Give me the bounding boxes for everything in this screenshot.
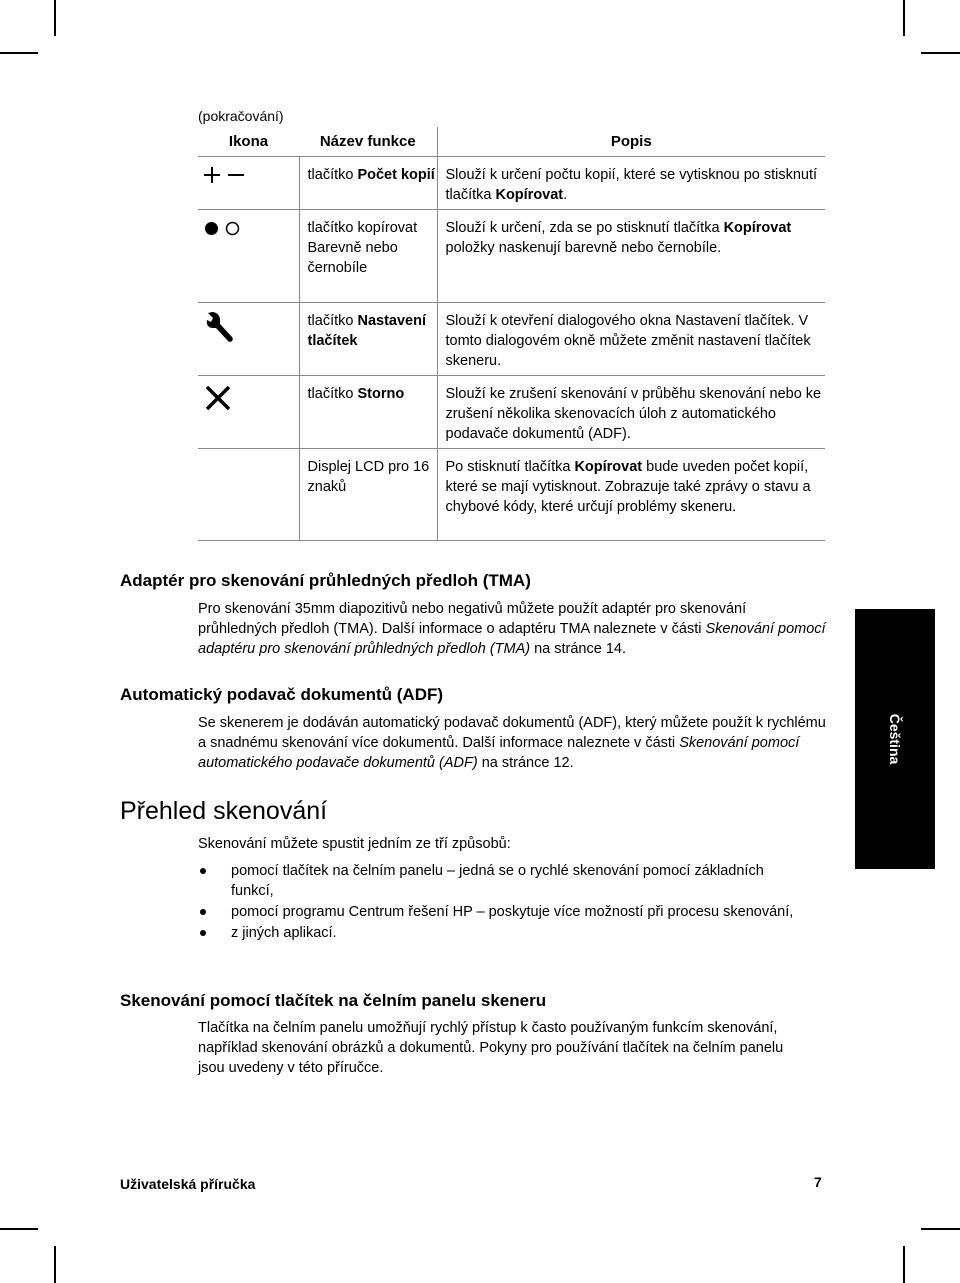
crop-mark — [921, 1228, 960, 1230]
adf-paragraph: Se skenerem je dodáván automatický podavač dokumentů (ADF), který můžete použít k rychlému a snadnému skenování více dokumentů. Další informace naleznete v části Skenování pomocí automatického podavače dokumentů (ADF) na stránce 12. — [198, 715, 826, 771]
plus-icon — [204, 167, 220, 183]
continued-label: (pokračování) — [198, 108, 284, 124]
function-name-cell: tlačítko Storno — [299, 376, 437, 449]
description-cell: Slouží k určení, zda se po stisknutí tlačítka Kopírovat položky naskenují barevně nebo černobíle. — [437, 210, 825, 303]
tma-heading: Adaptér pro skenování průhledných předloh (TMA) — [120, 571, 531, 590]
minus-icon — [228, 167, 244, 183]
function-name-cell: Displej LCD pro 16 znaků — [299, 449, 437, 541]
function-name-cell: tlačítko kopírovat Barevně nebo černobíle — [299, 210, 437, 303]
crop-mark — [903, 1246, 905, 1283]
color-dot-icon — [204, 221, 219, 236]
icon-cell — [198, 449, 299, 541]
crop-mark — [0, 1228, 38, 1230]
front-panel-paragraph: Tlačítka na čelním panelu umožňují rychlý přístup k často používaným funkcím skenování, například skenování obrázků a dokumentů. Pokyny pro používání tlačítek na čelním panelu jsou uvedeny v této příručce. — [198, 1020, 784, 1076]
list-item: pomocí programu Centrum řešení HP – poskytuje více možností při procesu skenování, — [198, 902, 798, 922]
description-cell: Slouží ke zrušení skenování v průběhu skenování nebo ke zrušení několika skenovacích úloh z automatického podavače dokumentů (ADF). — [437, 376, 825, 449]
footer-title: Uživatelská příručka — [120, 1176, 256, 1192]
language-tab: Čeština — [855, 609, 935, 869]
function-name-cell: tlačítko Počet kopií — [299, 157, 437, 210]
adf-heading: Automatický podavač dokumentů (ADF) — [120, 685, 444, 704]
function-table — [198, 127, 825, 541]
table-row — [198, 449, 825, 541]
table-row — [198, 157, 825, 210]
bullet-icon — [200, 930, 206, 936]
bullet-icon — [200, 868, 206, 874]
crop-mark — [54, 0, 56, 36]
tma-paragraph: Pro skenování 35mm diapozitivů nebo negativů můžete použít adaptér pro skenování průhledných předloh (TMA). Další informace o adaptéru TMA naleznete v části Skenování pomocí adaptéru pro skenování průhledných předloh (TMA) na stránce 14. — [198, 601, 826, 657]
crop-mark — [0, 52, 38, 54]
list-item: pomocí tlačítek na čelním panelu – jedná se o rychlé skenování pomocí základních funkcí, — [198, 861, 798, 901]
crop-mark — [903, 0, 905, 36]
bullet-icon — [200, 909, 206, 915]
overview-heading: Přehled skenování — [120, 797, 328, 825]
table-row — [198, 303, 825, 376]
front-panel-heading: Skenování pomocí tlačítek na čelním panelu skeneru — [120, 991, 547, 1010]
description-cell: Slouží k otevření dialogového okna Nastavení tlačítek. V tomto dialogovém okně můžete změnit nastavení tlačítek skeneru. — [437, 303, 825, 376]
overview-intro: Skenování můžete spustit jedním ze tří způsobů: — [198, 836, 511, 852]
wrench-icon — [204, 311, 234, 343]
icon-cell — [198, 376, 299, 449]
description-cell: Po stisknutí tlačítka Kopírovat bude uveden počet kopií, které se mají vytisknout. Zobrazuje také zprávy o stavu a chybové kódy, které určují problémy skeneru. — [437, 449, 825, 541]
description-cell: Slouží k určení počtu kopií, které se vytisknou po stisknutí tlačítka Kopírovat. — [437, 157, 825, 210]
icon-cell — [198, 210, 299, 303]
cancel-x-icon — [204, 384, 232, 412]
crop-mark — [921, 52, 960, 54]
crop-mark — [54, 1246, 56, 1283]
list-item: z jiných aplikací. — [198, 923, 798, 943]
header-description: Popis — [437, 127, 825, 157]
overview-list — [198, 861, 798, 943]
table-header-row — [198, 127, 825, 157]
table-row — [198, 210, 825, 303]
header-icon: Ikona — [198, 127, 299, 157]
icon-cell — [198, 157, 299, 210]
page-number: 7 — [814, 1174, 822, 1190]
bw-dot-icon — [225, 221, 240, 236]
function-name-cell: tlačítko Nastavení tlačítek — [299, 303, 437, 376]
header-function-name: Název funkce — [299, 127, 437, 157]
table-row — [198, 376, 825, 449]
icon-cell — [198, 303, 299, 376]
